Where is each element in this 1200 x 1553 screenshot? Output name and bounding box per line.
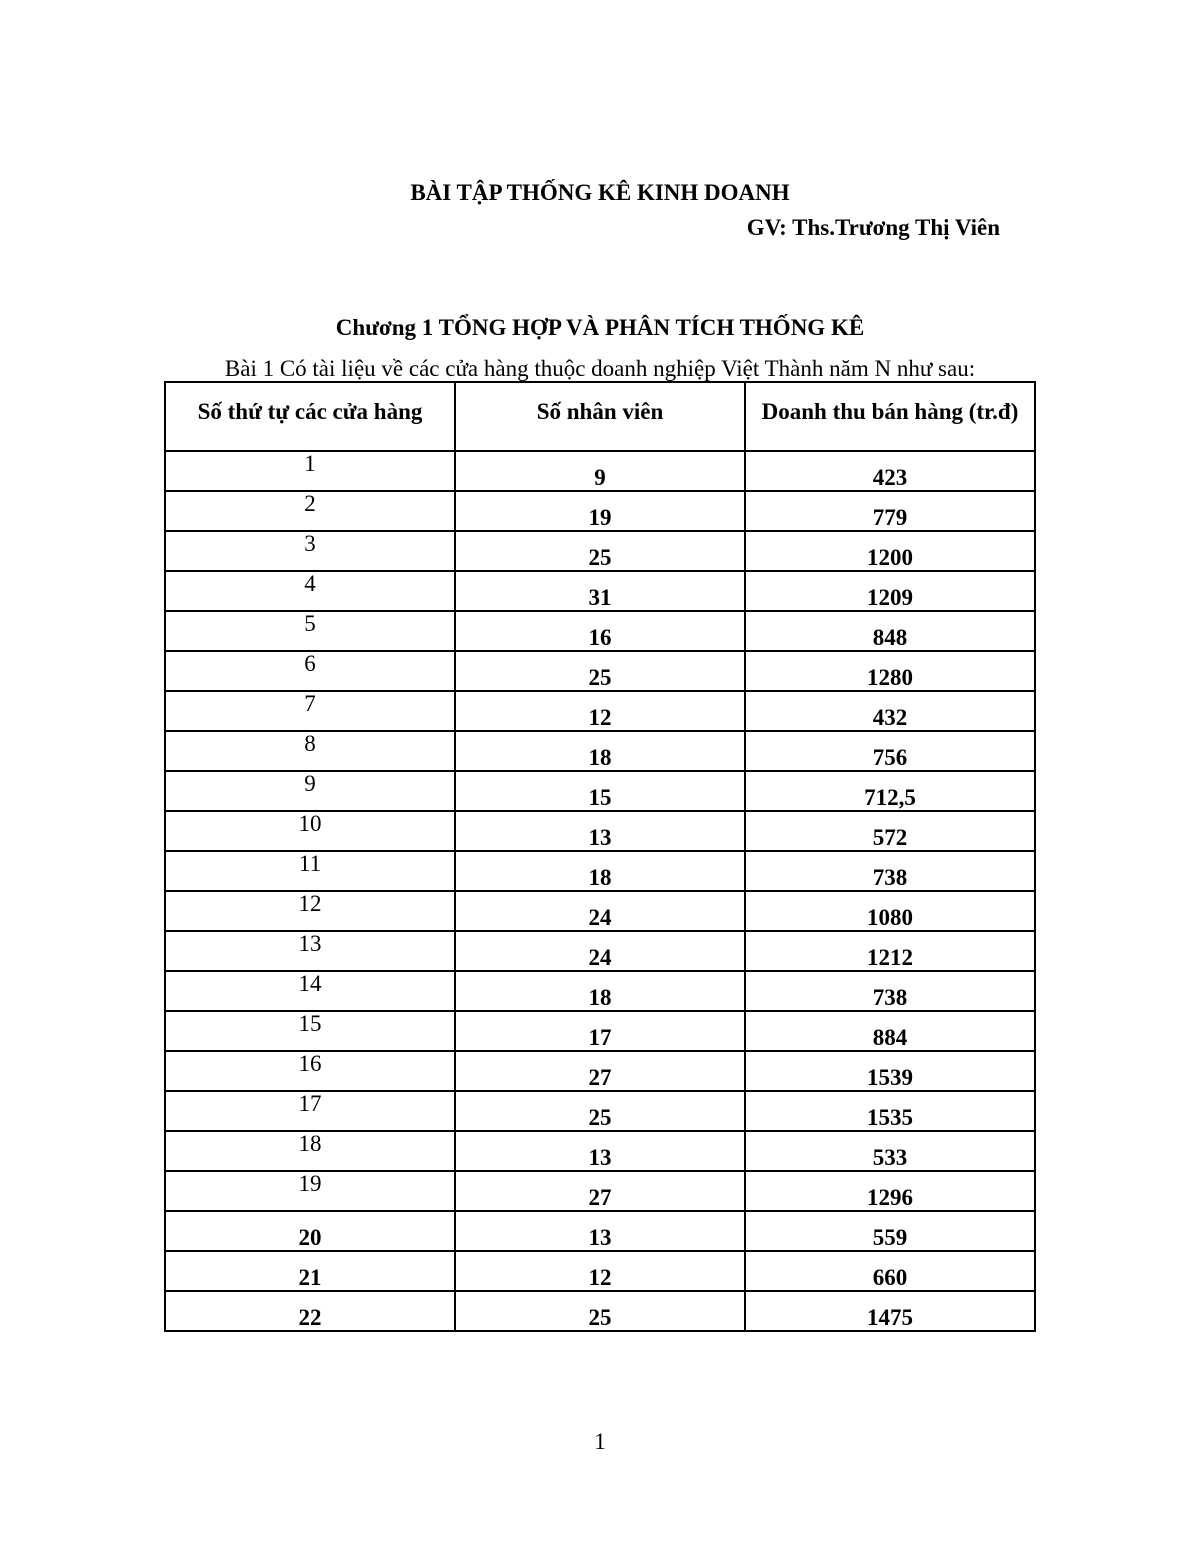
- header-store-number: Số thứ tự các cửa hàng: [165, 382, 455, 451]
- table-row: [165, 531, 1035, 571]
- store-data-table: [164, 381, 1036, 1332]
- page-number: 1: [594, 1429, 606, 1454]
- cell-revenue: 1209: [745, 571, 1035, 611]
- table-row: [165, 1211, 1035, 1251]
- table-row: [165, 731, 1035, 771]
- cell-revenue: 1539: [745, 1051, 1035, 1091]
- table-row: [165, 451, 1035, 491]
- cell-staff-count: 19: [455, 491, 745, 531]
- table-row: [165, 1291, 1035, 1331]
- cell-store-number: 6: [165, 651, 455, 691]
- cell-staff-count: 27: [455, 1171, 745, 1211]
- cell-store-number: 8: [165, 731, 455, 771]
- cell-store-number: 1: [165, 451, 455, 491]
- cell-revenue: 1475: [745, 1291, 1035, 1331]
- exercise-intro: Bài 1 Có tài liệu về các cửa hàng thuộc doanh nghiệp Việt Thành năm N như sau:: [224, 356, 976, 381]
- cell-staff-count: 24: [455, 931, 745, 971]
- table-row: [165, 1251, 1035, 1291]
- cell-staff-count: 12: [455, 1251, 745, 1291]
- cell-revenue: 660: [745, 1251, 1035, 1291]
- cell-store-number: 11: [165, 851, 455, 891]
- document-title: BÀI TẬP THỐNG KÊ KINH DOANH: [410, 180, 790, 205]
- cell-store-number: 4: [165, 571, 455, 611]
- table-row: [165, 491, 1035, 531]
- table-body: [165, 451, 1035, 1331]
- cell-revenue: 432: [745, 691, 1035, 731]
- cell-store-number: 14: [165, 971, 455, 1011]
- cell-revenue: 1296: [745, 1171, 1035, 1211]
- cell-revenue: 756: [745, 731, 1035, 771]
- cell-staff-count: 17: [455, 1011, 745, 1051]
- table-row: [165, 891, 1035, 931]
- cell-store-number: 13: [165, 931, 455, 971]
- cell-staff-count: 27: [455, 1051, 745, 1091]
- cell-staff-count: 15: [455, 771, 745, 811]
- table-row: [165, 1051, 1035, 1091]
- cell-store-number: 15: [165, 1011, 455, 1051]
- table-row: [165, 571, 1035, 611]
- cell-revenue: 848: [745, 611, 1035, 651]
- header-staff-count: Số nhân viên: [455, 382, 745, 451]
- cell-revenue: 738: [745, 971, 1035, 1011]
- cell-staff-count: 13: [455, 1131, 745, 1171]
- cell-staff-count: 25: [455, 1091, 745, 1131]
- header-revenue: Doanh thu bán hàng (tr.đ): [745, 382, 1035, 451]
- cell-revenue: 533: [745, 1131, 1035, 1171]
- chapter-title: Chương 1 TỔNG HỢP VÀ PHÂN TÍCH THỐNG KÊ: [335, 315, 865, 340]
- cell-revenue: 559: [745, 1211, 1035, 1251]
- cell-staff-count: 25: [455, 1291, 745, 1331]
- cell-store-number: 19: [165, 1171, 455, 1211]
- table-row: [165, 611, 1035, 651]
- author-line: GV: Ths.Trương Thị Viên: [746, 215, 1000, 240]
- table-row: [165, 811, 1035, 851]
- cell-store-number: 17: [165, 1091, 455, 1131]
- cell-staff-count: 12: [455, 691, 745, 731]
- cell-staff-count: 16: [455, 611, 745, 651]
- cell-store-number: 10: [165, 811, 455, 851]
- table-row: [165, 651, 1035, 691]
- cell-store-number: 18: [165, 1131, 455, 1171]
- cell-store-number: 12: [165, 891, 455, 931]
- table-row: [165, 1091, 1035, 1131]
- cell-revenue: 1280: [745, 651, 1035, 691]
- table-header-row: [165, 382, 1035, 451]
- cell-staff-count: 25: [455, 531, 745, 571]
- cell-revenue: 1535: [745, 1091, 1035, 1131]
- cell-staff-count: 25: [455, 651, 745, 691]
- cell-store-number: 9: [165, 771, 455, 811]
- cell-staff-count: 24: [455, 891, 745, 931]
- table-row: [165, 1171, 1035, 1211]
- cell-revenue: 738: [745, 851, 1035, 891]
- cell-revenue: 423: [745, 451, 1035, 491]
- cell-staff-count: 9: [455, 451, 745, 491]
- cell-store-number: 20: [165, 1211, 455, 1251]
- cell-revenue: 1212: [745, 931, 1035, 971]
- cell-staff-count: 31: [455, 571, 745, 611]
- cell-store-number: 21: [165, 1251, 455, 1291]
- cell-store-number: 3: [165, 531, 455, 571]
- table-row: [165, 1011, 1035, 1051]
- cell-staff-count: 18: [455, 851, 745, 891]
- cell-revenue: 712,5: [745, 771, 1035, 811]
- cell-store-number: 16: [165, 1051, 455, 1091]
- cell-revenue: 1080: [745, 891, 1035, 931]
- table-row: [165, 691, 1035, 731]
- cell-store-number: 22: [165, 1291, 455, 1331]
- table-row: [165, 931, 1035, 971]
- table-row: [165, 971, 1035, 1011]
- cell-staff-count: 18: [455, 971, 745, 1011]
- cell-staff-count: 13: [455, 811, 745, 851]
- cell-revenue: 884: [745, 1011, 1035, 1051]
- cell-store-number: 5: [165, 611, 455, 651]
- table-row: [165, 851, 1035, 891]
- cell-staff-count: 13: [455, 1211, 745, 1251]
- cell-revenue: 1200: [745, 531, 1035, 571]
- table-row: [165, 1131, 1035, 1171]
- table-row: [165, 771, 1035, 811]
- cell-revenue: 779: [745, 491, 1035, 531]
- cell-staff-count: 18: [455, 731, 745, 771]
- cell-store-number: 2: [165, 491, 455, 531]
- cell-store-number: 7: [165, 691, 455, 731]
- cell-revenue: 572: [745, 811, 1035, 851]
